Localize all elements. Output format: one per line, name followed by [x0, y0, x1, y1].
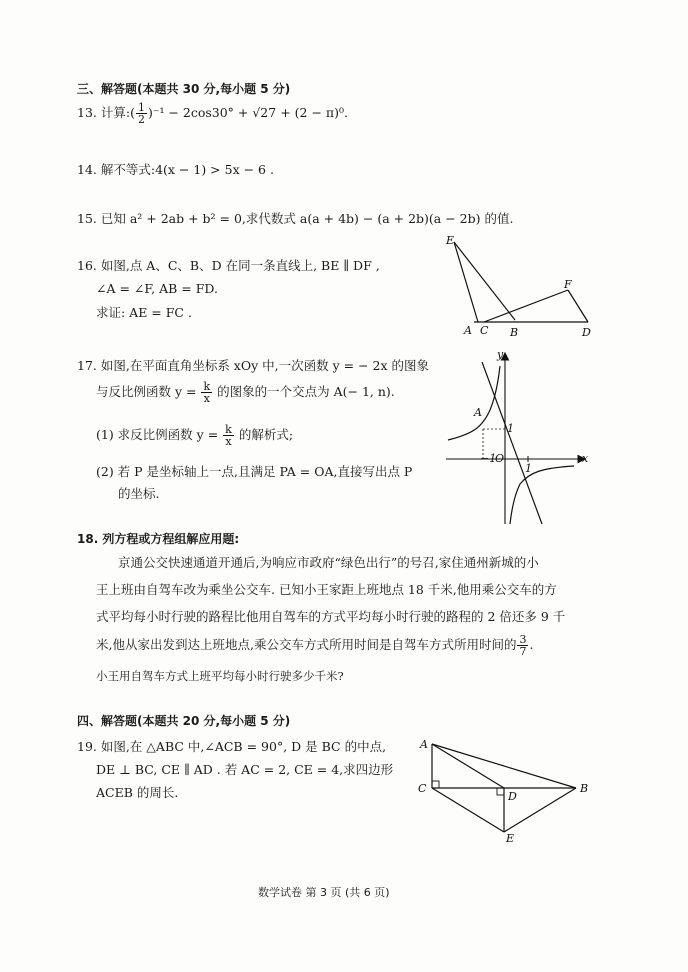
q17-line-2 [96, 381, 395, 404]
q17-graph-y-label: y [497, 348, 504, 361]
q17-line-2-post: 的图象的一个交点为 A(− 1, n). [217, 384, 395, 399]
q16-label-f: F [564, 278, 572, 291]
q18-paragraph-2: 王上班由自驾车改为乘坐公交车. 已知小王家距上班地点 18 千米,他用乘公交车的方 [96, 582, 557, 597]
q19-line-2: DE ⊥ BC, CE ∥ AD . 若 AC = 2, CE = 4,求四边形 [96, 762, 394, 777]
q17-part-2-line-2: 的坐标. [118, 486, 160, 501]
q16-line-1: 16. 如图,点 A、C、B、D 在同一条直线上, BE ∥ DF , [77, 258, 380, 273]
q19-label-c: C [418, 782, 427, 795]
q17-line-1: 17. 如图,在平面直角坐标系 xOy 中,一次函数 y = − 2x 的图象 [77, 358, 429, 373]
q17-part1-frac-den: x [225, 435, 232, 448]
q17-graph-y-one: 1 [507, 422, 514, 435]
q16-label-a: A [464, 324, 472, 337]
q19-label-a: A [420, 738, 428, 751]
q13-prefix: 计算:( [100, 105, 135, 120]
q18-paragraph-4: 米,他从家出发到达上班地点,乘公交车方式所用时间是自驾车方式所用时间的 $\frac{3}{7}$ . [96, 633, 534, 658]
q18-title: 18. 列方程或方程组解应用题: [77, 532, 240, 546]
q13-number: 13. [77, 105, 97, 120]
q16-line-3: 求证: AE = FC . [96, 305, 192, 320]
q18-paragraph-3: 式平均每小时行驶的路程比他用自驾车的方式平均每小时行驶的路程的 2 倍还多 9 千 [96, 609, 566, 624]
q13-frac-den: 2 [137, 113, 145, 126]
section-3-title: 三、解答题(本题共 30 分,每小题 5 分) [77, 82, 291, 96]
q19-figure [416, 728, 596, 846]
q17-graph-x-one: 1 [525, 462, 532, 475]
q19-line-3: ACEB 的周长. [96, 785, 179, 800]
q17-part1-frac-num: k [225, 423, 232, 436]
q18-paragraph-1: 京通公交快速通道开通后,为响应市政府“绿色出行”的号召,家住通州新城的小 [118, 555, 539, 570]
q17-line-2-pre: 与反比例函数 y = [96, 384, 197, 399]
q17-fraction [201, 381, 212, 404]
question-13 [77, 102, 348, 125]
q18-frac-den: 7 [519, 645, 527, 658]
q17-frac-den: x [203, 392, 210, 405]
q16-line-2: ∠A = ∠F, AB = FD. [96, 281, 218, 296]
q17-part-1-post: 的解析式; [238, 427, 294, 442]
q17-part-1 [96, 424, 293, 447]
q16-label-c: C [480, 324, 489, 337]
q16-label-e: E [446, 234, 455, 247]
question-14: 14. 解不等式:4(x − 1) > 5x − 6 . [77, 162, 274, 177]
q18-frac-num: 3 [519, 633, 527, 646]
q19-label-e: E [506, 832, 515, 845]
q19-label-d: D [508, 790, 517, 803]
q16-label-b: B [510, 326, 519, 339]
q17-part-1-pre: (1) 求反比例函数 y = [96, 427, 219, 442]
q18-question: 小王用自驾车方式上班平均每小时行驶多少千米? [96, 669, 344, 683]
q17-graph-x-label: x [582, 452, 589, 465]
q17-graph [442, 348, 592, 528]
q13-suffix: )⁻¹ − 2cos30° + √27 + (2 − π)⁰. [147, 105, 348, 120]
q17-graph-point-a: A [474, 406, 482, 419]
q16-label-d: D [582, 326, 591, 339]
q17-graph-neg-one: −1 [480, 452, 497, 465]
q17-part-2-line-1: (2) 若 P 是坐标轴上一点,且满足 PA = OA,直接写出点 P [96, 464, 413, 479]
q13-frac-num: 1 [137, 101, 145, 114]
section-4-title: 四、解答题(本题共 20 分,每小题 5 分) [77, 714, 291, 728]
q19-label-b: B [580, 782, 589, 795]
page-footer: 数学试卷 第 3 页 (共 6 页) [258, 886, 390, 899]
q18-paragraph-4-text: 米,他从家出发到达上班地点,乘公交车方式所用时间是自驾车方式所用时间的 [96, 637, 517, 652]
q17-graph-origin: O [495, 452, 505, 465]
question-15: 15. 已知 a² + 2ab + b² = 0,求代数式 a(a + 4b) − (a + 2b)(a − 2b) 的值. [77, 211, 514, 226]
q13-fraction [136, 102, 147, 125]
q18-fraction [517, 634, 528, 657]
q17-frac-num: k [203, 380, 211, 393]
q19-line-1: 19. 如图,在 △ABC 中,∠ACB = 90°, D 是 BC 的中点, [77, 739, 387, 754]
q17-part-1-fraction [223, 424, 234, 447]
q16-figure [440, 232, 600, 344]
